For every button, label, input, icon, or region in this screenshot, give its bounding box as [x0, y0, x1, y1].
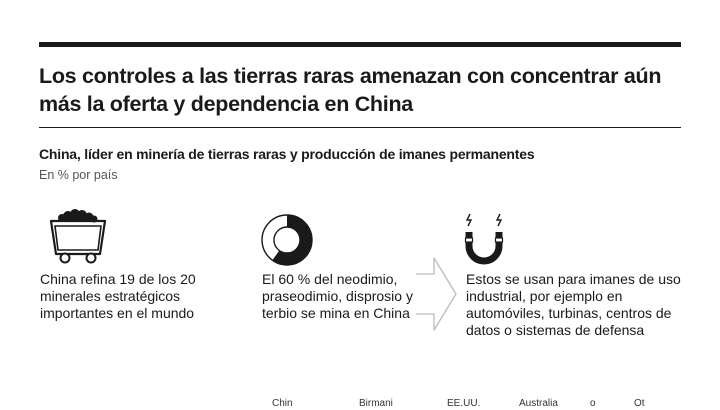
top-rule [39, 42, 681, 47]
page-title: Los controles a las tierras raras amenazan con concentrar aún más la oferta y dependencia en China [39, 64, 662, 116]
mine-cart-icon [48, 208, 108, 266]
legend-item: o [590, 398, 596, 409]
magnet-icon [461, 212, 507, 266]
legend-item: Birmani [359, 398, 393, 409]
legend-item: Australia [519, 398, 558, 409]
donut-chart-icon [259, 212, 315, 268]
chart-subtitle: China, líder en minería de tierras raras y producción de imanes permanentes [39, 146, 535, 162]
legend-item: Ot [634, 398, 645, 409]
fact-caption-magnets: Estos se usan para imanes de uso industrial, por ejemplo en automóviles, turbinas, centros de datos o sistemas de defensa [466, 271, 681, 338]
arrow-right-icon [414, 256, 458, 332]
legend-item: EE.UU. [447, 398, 481, 409]
headline-divider [39, 127, 681, 128]
legend-item: Chin [272, 398, 293, 409]
fact-caption-mining: El 60 % del neodimio, praseodimio, disprosio y terbio se mina en China [262, 271, 413, 321]
chart-unit: En % por país [39, 168, 118, 182]
chart-legend [0, 398, 720, 410]
fact-caption-refining: China refina 19 de los 20 minerales estratégicos importantes en el mundo [40, 271, 196, 321]
